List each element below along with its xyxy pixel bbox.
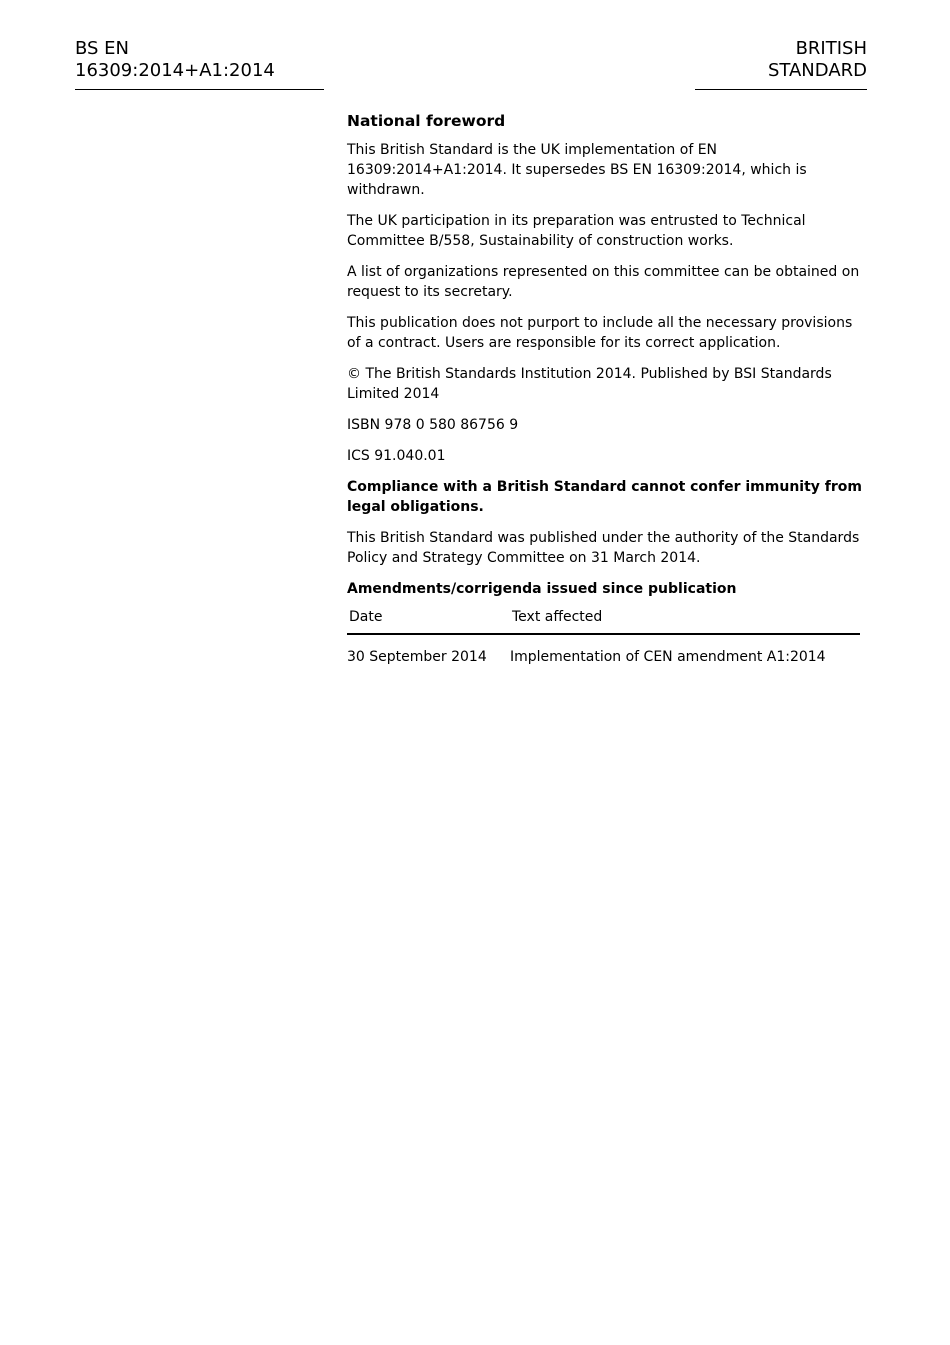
amendment-text: Implementation of CEN amendment A1:2014 bbox=[510, 649, 826, 665]
foreword-title: National foreword bbox=[347, 112, 506, 130]
standard-number-header: BS EN 16309:2014+A1:2014 bbox=[75, 38, 324, 90]
standard-type-header: BRITISH STANDARD bbox=[695, 38, 867, 90]
para-implementation: This British Standard is the UK implementation of EN 16309:2014+A1:2014. It supersedes BS EN 16309:2014, which is withdrawn. bbox=[347, 142, 807, 198]
para-committee: The UK participation in its preparation was entrusted to Technical Committee B/558, Sustainability of construction works. bbox=[347, 213, 806, 249]
amendments-header-row bbox=[347, 607, 860, 634]
para-contract: This publication does not purport to include all the necessary provisions of a contract. Users are responsible for its correct application. bbox=[347, 315, 853, 351]
para-compliance: Compliance with a British Standard cannot confer immunity from legal obligations. bbox=[347, 479, 862, 515]
amendment-date: 30 September 2014 bbox=[347, 649, 487, 665]
national-foreword bbox=[347, 111, 862, 667]
column-header-date: Date bbox=[347, 607, 510, 634]
column-header-text-affected: Text affected bbox=[510, 607, 860, 634]
para-organizations: A list of organizations represented on this committee can be obtained on request to its secretary. bbox=[347, 264, 860, 300]
para-isbn: ISBN 978 0 580 86756 9 bbox=[347, 417, 519, 433]
para-ics: ICS 91.040.01 bbox=[347, 448, 446, 464]
para-authority: This British Standard was published under the authority of the Standards Policy and Strategy Committee on 31 March 2014. bbox=[347, 530, 860, 566]
amendments-table bbox=[347, 607, 860, 667]
table-row bbox=[347, 634, 860, 667]
amendments-title: Amendments/corrigenda issued since publication bbox=[347, 581, 737, 597]
para-copyright: © The British Standards Institution 2014. Published by BSI Standards Limited 2014 bbox=[347, 366, 832, 402]
